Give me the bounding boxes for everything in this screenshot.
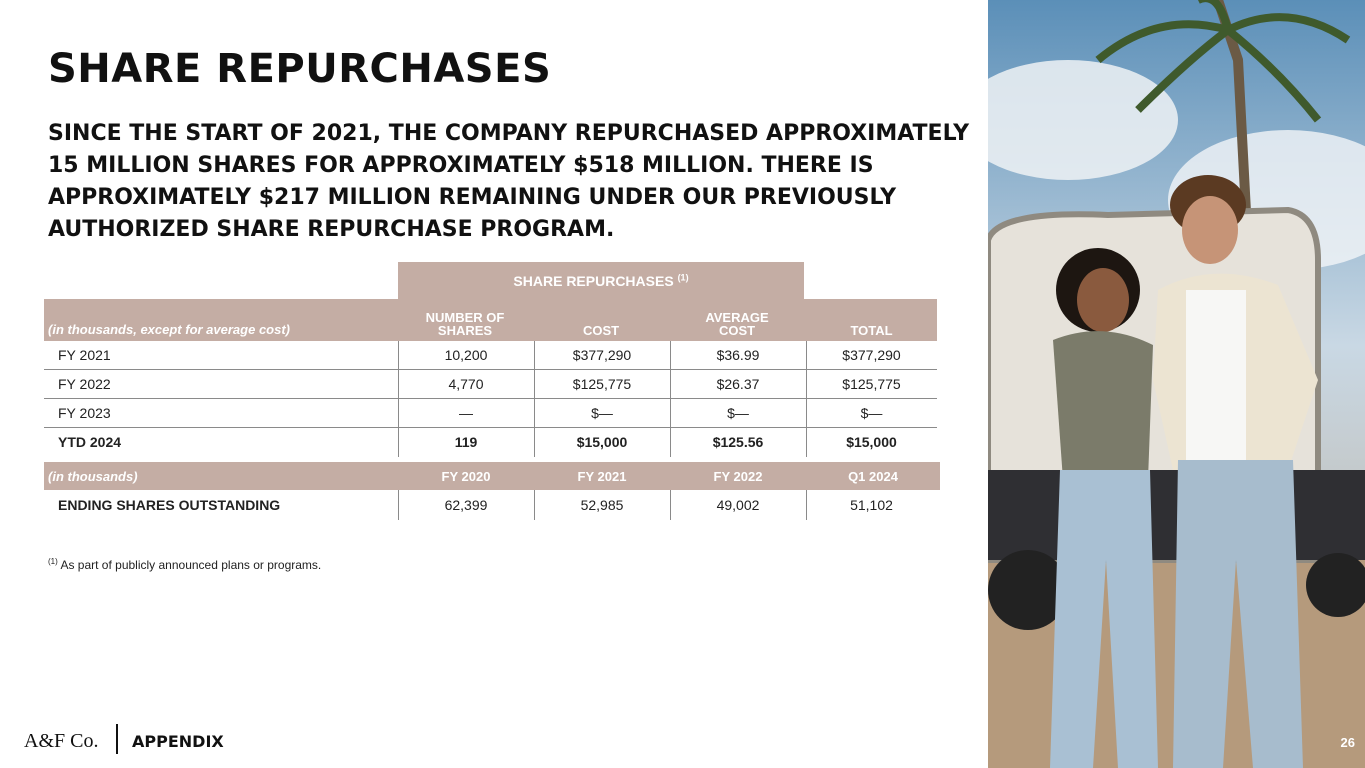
couple-photo (988, 0, 1365, 768)
footer-divider (116, 724, 118, 754)
row-label: ENDING SHARES OUTSTANDING (58, 497, 281, 513)
cell: 10,200 (444, 347, 488, 363)
group-header-note: (1) (677, 272, 689, 283)
cell: 62,399 (444, 497, 488, 513)
column-header-average-cost (670, 311, 804, 337)
cell: 119 (454, 434, 478, 450)
column-header-shares (398, 311, 532, 337)
cell: $36.99 (716, 347, 760, 363)
outstanding-header-col: FY 2020 (441, 469, 491, 484)
cell: 52,985 (580, 497, 624, 513)
cell: 51,102 (850, 497, 893, 513)
col-line: COST (718, 323, 756, 338)
cell: $377,290 (572, 347, 632, 363)
cell: 4,770 (448, 376, 484, 392)
col-line: TOTAL (850, 323, 893, 338)
table-row (44, 370, 937, 399)
col-line: AVERAGE (705, 310, 769, 325)
table-row-total (44, 428, 937, 457)
cell: $— (727, 405, 749, 421)
outstanding-row (44, 490, 937, 520)
page-title: SHARE REPURCHASES (48, 46, 552, 92)
group-header-label: SHARE REPURCHASES (513, 273, 674, 289)
cell: $15,000 (846, 434, 897, 450)
column-header-label: (in thousands, except for average cost) (48, 322, 291, 337)
footnote-text: As part of publicly announced plans or programs. (60, 558, 322, 572)
company-logo: A&F Co. (24, 730, 99, 752)
cell: $26.37 (716, 376, 760, 392)
cell: — (459, 405, 473, 421)
cell: $125.56 (712, 434, 764, 450)
woman-top (1053, 331, 1153, 480)
col-line: SHARES (437, 323, 493, 338)
outstanding-header-row (44, 462, 940, 490)
cell: 49,002 (716, 497, 760, 513)
row-label: FY 2021 (58, 347, 111, 363)
outstanding-header-col: FY 2022 (713, 469, 763, 484)
man-face (1182, 196, 1238, 264)
row-label: FY 2022 (58, 376, 111, 392)
col-line: COST (582, 323, 620, 338)
group-header (398, 262, 804, 299)
outstanding-header-label: (in thousands) (48, 469, 138, 484)
column-header-cost (534, 324, 668, 337)
footnote (48, 558, 321, 572)
cell: $15,000 (576, 434, 628, 450)
footnote-marker: (1) (48, 557, 58, 566)
row-label: FY 2023 (58, 405, 111, 421)
outstanding-header-col: FY 2021 (577, 469, 627, 484)
photo-illustration (988, 0, 1365, 768)
row-label: YTD 2024 (58, 434, 122, 450)
page-subtitle: SINCE THE START OF 2021, THE COMPANY REPURCHASED APPROXIMATELY 15 MILLION SHARES FOR APPROXIMATELY $518 MILLION. THERE IS APPROXIMATELY $217 MILLION REMAINING UNDER OUR PREVIOUSLY AUTHORIZED SHARE REPURCHASE PROGRAM. (48, 121, 970, 242)
cell: $— (591, 405, 613, 421)
cell: $125,775 (572, 376, 632, 392)
col-line: NUMBER OF (425, 310, 505, 325)
section-label: APPENDIX (132, 732, 224, 751)
jeep-body (988, 470, 1365, 560)
table-row (44, 399, 937, 428)
column-header-total (806, 324, 937, 337)
outstanding-header-col: Q1 2024 (848, 469, 898, 484)
man-tee (1186, 290, 1246, 460)
table-row (44, 341, 937, 370)
page-number: 26 (1340, 735, 1355, 750)
cell: $— (860, 405, 883, 421)
woman-face (1077, 268, 1129, 332)
cell: $377,290 (842, 347, 901, 363)
column-header-row (44, 299, 937, 341)
cell: $125,775 (842, 376, 901, 392)
